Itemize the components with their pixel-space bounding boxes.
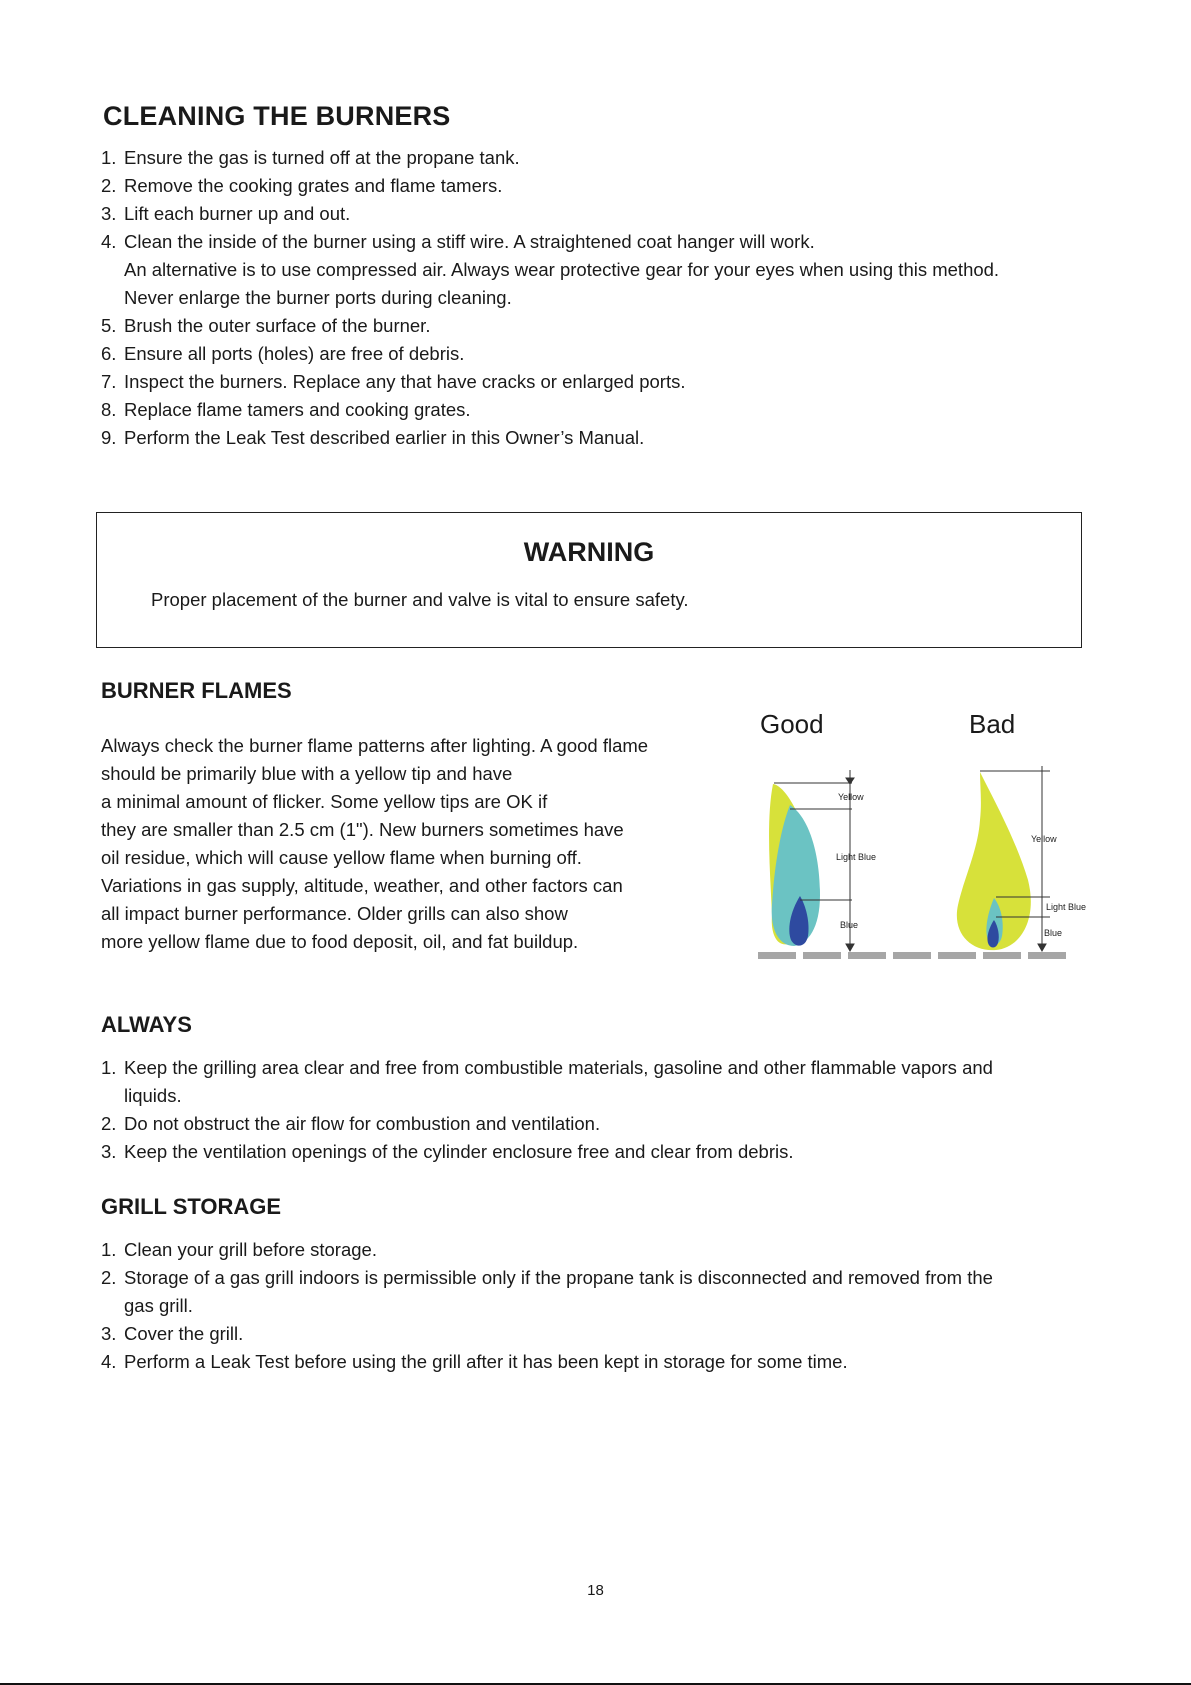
good-arrow-bottom [846,944,854,951]
bad-flame-label: Bad [969,709,1016,739]
item-text-continued: liquids. [124,1085,182,1106]
bad-arrow-bottom [1038,944,1046,951]
step-text: Clean the inside of the burner using a stiff wire. A straightened coat hanger will work. [124,231,815,252]
warning-title: WARNING [523,537,655,567]
flame-diagram [740,700,1100,970]
always-heading: ALWAYS [101,1012,192,1037]
item-text: Storage of a gas grill indoors is permissible only if the propane tank is disconnected and removed from the [124,1267,993,1288]
item-number: 2. [101,1113,117,1134]
step-text: Ensure the gas is turned off at the propane tank. [124,147,520,168]
paragraph-line: Variations in gas supply, altitude, weather, and other factors can [101,875,623,896]
list-item [101,228,1101,312]
item-text: Do not obstruct the air flow for combustion and ventilation. [124,1113,601,1134]
list-item [101,340,1101,368]
item-number: 1. [101,1239,117,1260]
paragraph-line: a minimal amount of flicker. Some yellow tips are OK if [101,791,548,812]
step-number: 9. [101,427,117,448]
list-item [101,1054,1101,1110]
step-number: 4. [101,231,117,252]
paragraph-line: should be primarily blue with a yellow tip and have [101,763,513,784]
step-number: 5. [101,315,117,336]
list-item [101,312,1101,340]
burner-segment [758,952,796,959]
item-text-continued: gas grill. [124,1295,193,1316]
always-list [101,1054,1101,1166]
flame-diagram-svg [740,700,1100,970]
good-zone-blue-label: Blue [840,920,859,930]
paragraph-line: more yellow flame due to food deposit, oil, and fat buildup. [101,931,579,952]
burner-segment [1028,952,1066,959]
step-number: 3. [101,203,117,224]
step-number: 6. [101,343,117,364]
burner-bar [758,952,1066,959]
item-text: Cover the grill. [124,1323,244,1344]
list-item [101,1236,1101,1264]
cleaning-steps [101,144,1101,452]
page-number: 18 [587,1582,604,1599]
good-flame-label: Good [760,709,824,739]
paragraph-line: all impact burner performance. Older grills can also show [101,903,568,924]
warning-text: Proper placement of the burner and valve is vital to ensure safety. [151,589,689,610]
list-item [101,368,1101,396]
paragraph-line: Always check the burner flame patterns after lighting. A good flame [101,735,649,756]
list-item [101,1110,1101,1138]
burner-segment [848,952,886,959]
burner-segment [893,952,931,959]
item-number: 3. [101,1141,117,1162]
step-text: Remove the cooking grates and flame tamers. [124,175,503,196]
step-text: Perform the Leak Test described earlier in this Owner’s Manual. [124,427,645,448]
good-zone-yellow-label: Yellow [838,792,864,802]
storage-list [101,1236,1101,1376]
bad-zone-blue-label: Blue [1044,928,1063,938]
list-item [101,144,1101,172]
burner-flames-paragraph [101,732,701,956]
list-item [101,1320,1101,1348]
good-zone-light-blue-label: Light Blue [836,852,877,862]
list-item [101,1348,1101,1376]
list-item [101,424,1101,452]
burner-segment [803,952,841,959]
list-item [101,1138,1101,1166]
burner-segment [938,952,976,959]
list-item [101,396,1101,424]
step-text: Lift each burner up and out. [124,203,351,224]
step-text-continued: An alternative is to use compressed air. Always wear protective gear for your eyes when using this method. [124,259,1000,280]
step-number: 7. [101,371,117,392]
page-title: CLEANING THE BURNERS [103,101,451,131]
item-text: Perform a Leak Test before using the grill after it has been kept in storage for some time. [124,1351,848,1372]
bad-zone-light-blue-label: Light Blue [1046,902,1087,912]
step-number: 1. [101,147,117,168]
item-text: Keep the grilling area clear and free from combustible materials, gasoline and other flammable vapors and [124,1057,993,1078]
good-flame [769,784,820,946]
item-number: 1. [101,1057,117,1078]
warning-box [96,512,1082,648]
item-number: 2. [101,1267,117,1288]
step-text: Brush the outer surface of the burner. [124,315,431,336]
step-number: 8. [101,399,117,420]
step-text-continued: Never enlarge the burner ports during cleaning. [124,287,512,308]
step-text: Ensure all ports (holes) are free of debris. [124,343,465,364]
list-item [101,200,1101,228]
list-item [101,1264,1101,1320]
step-text: Replace flame tamers and cooking grates. [124,399,471,420]
item-text: Clean your grill before storage. [124,1239,377,1260]
burner-segment [983,952,1021,959]
step-number: 2. [101,175,117,196]
bad-zone-yellow-label: Yellow [1031,834,1057,844]
paragraph-line: they are smaller than 2.5 cm (1"). New burners sometimes have [101,819,624,840]
step-text: Inspect the burners. Replace any that have cracks or enlarged ports. [124,371,686,392]
burner-flames-heading: BURNER FLAMES [101,678,292,703]
bad-flame [957,772,1031,950]
item-text: Keep the ventilation openings of the cylinder enclosure free and clear from debris. [124,1141,794,1162]
grill-storage-heading: GRILL STORAGE [101,1194,282,1219]
item-number: 3. [101,1323,117,1344]
paragraph-line: oil residue, which will cause yellow flame when burning off. [101,847,582,868]
item-number: 4. [101,1351,117,1372]
list-item [101,172,1101,200]
